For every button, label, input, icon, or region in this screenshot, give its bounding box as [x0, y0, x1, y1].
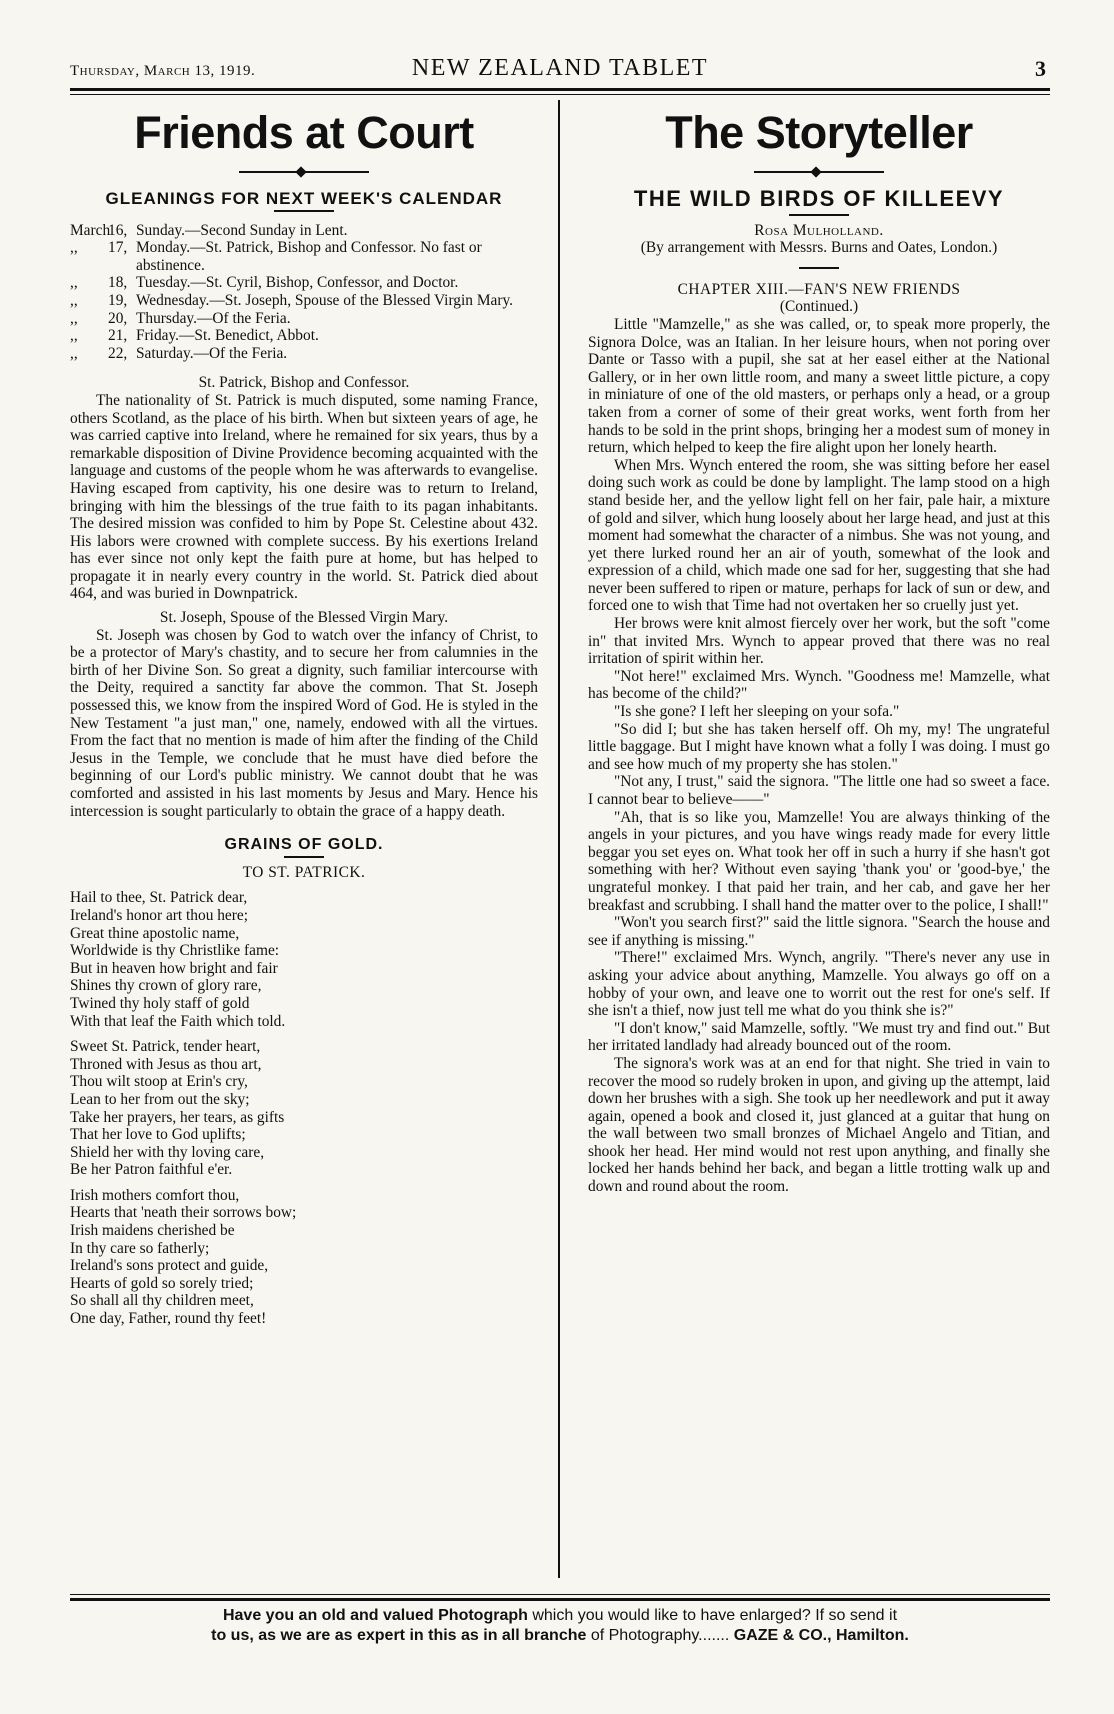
short-rule [789, 214, 849, 216]
story-paragraph: "Ah, that is so like you, Mamzelle! You are always thinking of the angels in your pictures, and you have wings ready made for every little beggar you set eyes on. What took her off in such a hurry if she hasn't got something with her? Without even saying 'thank you' or 'good-bye,' the ungrateful monkey. I that paid her train, and her cab, and gave her her breakfast and scrubbing. I shall hand the matter over to the police, I shall!" [588, 808, 1050, 914]
story-paragraph: Her brows were knit almost fiercely over her work, but the soft "come in" that invited Mrs. Wynch to appear proved that there was no real irritation of spirit within her. [588, 615, 1050, 668]
calendar-day: 19, [108, 291, 128, 309]
issue-date: Thursday, March 13, 1919. [70, 63, 256, 79]
story-paragraph: "Not here!" exclaimed Mrs. Wynch. "Goodness me! Mamzelle, what has become of the child?" [588, 667, 1050, 703]
ornament-rule [754, 168, 884, 176]
chapter-continued: (Continued.) [779, 298, 859, 316]
poem [70, 889, 538, 1327]
ad-lead: Have you an old and valued Photograph [222, 1607, 528, 1624]
poem-line: Irish mothers comfort thou, [70, 1186, 240, 1204]
poem-line: In thy care so fatherly; [70, 1239, 210, 1257]
story-body [588, 316, 1050, 1196]
calendar-text: Saturday.—Of the Feria. [136, 344, 288, 362]
calendar-day: 16, [108, 221, 128, 239]
poem-line: Ireland's sons protect and guide, [70, 1257, 269, 1275]
poem-line: Be her Patron faithful e'er. [70, 1161, 233, 1179]
advertisement-footer [70, 1606, 1050, 1646]
poem-line: Hail to thee, St. Patrick dear, [70, 889, 248, 907]
calendar-month: ,, [70, 344, 78, 362]
newspaper-title: NEW ZEALAND TABLET [411, 55, 709, 81]
column-divider [558, 100, 560, 1578]
story-author: Rosa Mulholland. [754, 221, 884, 239]
section-title-friends-at-court: Friends at Court [134, 107, 474, 158]
calendar-month: ,, [70, 239, 78, 257]
patrick-heading: St. Patrick, Bishop and Confessor. [198, 374, 410, 392]
poem-stanza [70, 1038, 538, 1179]
story-paragraph: The signora's work was at an end for that night. She tried in vain to recover the mood so rudely broken in upon, and giving up the attempt, laid down her brushes with a sigh. She took up her needlework and put it away again, opened a book and closed it, just glanced at a guitar that hung on the wall between two small bronzes of Michael Angelo and Titian, and shook her head. Her mind would not rest upon anything, and finally she locked her hands behind her back, and began a little trotting walk up and down and round about the room. [588, 1054, 1050, 1196]
poem-line: Take her prayers, her tears, as gifts [70, 1108, 285, 1126]
right-column [588, 100, 1050, 1196]
calendar-entry [70, 239, 538, 274]
story-title: THE WILD BIRDS OF KILLEEVY [633, 186, 1005, 211]
calendar-heading: GLEANINGS FOR NEXT WEEK'S CALENDAR [105, 189, 503, 208]
poem-line: Hearts that 'neath their sorrows bow; [70, 1204, 297, 1222]
poem-line: One day, Father, round thy feet! [70, 1310, 267, 1328]
short-rule [274, 210, 334, 212]
calendar-entry [70, 292, 538, 310]
section-title-storyteller: The Storyteller [665, 107, 973, 158]
poem-line: Twined thy holy staff of gold [70, 994, 250, 1012]
poem-line: Thou wilt stoop at Erin's cry, [70, 1073, 248, 1091]
grains-heading: GRAINS OF GOLD. [224, 836, 384, 854]
calendar-text: Friday.—St. Benedict, Abbot. [136, 327, 319, 345]
ornament-rule [239, 168, 369, 176]
calendar-text: Tuesday.—St. Cyril, Bishop, Confessor, and Doctor. [136, 274, 459, 292]
calendar-day: 22, [108, 344, 128, 362]
poem-line: That her love to God uplifts; [70, 1126, 246, 1144]
story-paragraph: "Not any, I trust," said the signora. "The little one had so sweet a face. I cannot bear to believe——" [588, 773, 1050, 808]
story-paragraph: When Mrs. Wynch entered the room, she was sitting before her easel doing such work as could be done by lamplight. The lamp stood on a high stand beside her, and the yellow light fell on her fair, pale hair, a mixture of gold and silver, which hung loosely about her large head, and just at this moment had somewhat the character of a nimbus. She was not young, and yet there lurked round her an air of youth, somewhat of the look and expression of a child, which made one sad for her, suggesting that she had never been suffered to ripen or mature, perhaps for lack of sun or dew, and forced one to wish that Time had not overtaken her so cruelly just yet. [588, 456, 1050, 615]
calendar-list [70, 222, 538, 363]
calendar-month: March [70, 221, 111, 239]
poem-line: Worldwide is thy Christlike fame: [70, 942, 280, 960]
calendar-month: ,, [70, 309, 78, 327]
short-rule [799, 267, 839, 269]
poem-stanza [70, 889, 538, 1030]
poem-line: With that leaf the Faith which told. [70, 1012, 286, 1030]
calendar-text: Wednesday.—St. Joseph, Spouse of the Blessed Virgin Mary. [136, 291, 514, 309]
story-paragraph: "Won't you search first?" said the little signora. "Search the house and see if anything is missing." [588, 914, 1050, 949]
story-paragraph: "I don't know," said Mamzelle, softly. "We must try and find out." But her irritated landlady had already bounced out of the room. [588, 1019, 1050, 1055]
poem-line: So shall all thy children meet, [70, 1292, 254, 1310]
calendar-month: ,, [70, 291, 78, 309]
poem-line: Ireland's honor art thou here; [70, 906, 248, 924]
calendar-entry [70, 310, 538, 328]
calendar-text: Sunday.—Second Sunday in Lent. [136, 221, 348, 239]
masthead [70, 55, 1050, 84]
patrick-text: The nationality of St. Patrick is much disputed, some naming France, others Scotland, as the place of his birth. When but sixteen years of age, he was carried captive into Ireland, where he remained for six years, thus by a remarkable disposition of Divine Providence becoming acquainted with the language and customs of the people whom he was afterwards to evangelise. Having escaped from captivity, his one desire was to return to Ireland, bringing with him the blessings of the true faith to its pagan inhabitants. The desired mission was confided to him by Pope St. Celestine about 432. His labors were crowned with complete success. By his exertions Ireland has ever since not only kept the faith pure at home, but has helped to propagate it in nearly every country in the world. St. Patrick died about 464, and was buried in Downpatrick. [70, 391, 538, 603]
poem-line: Irish maidens cherished be [70, 1222, 235, 1240]
ad-line1: which you would like to have enlarged? If so send it [527, 1607, 898, 1624]
poem-stanza [70, 1187, 538, 1328]
page-number: 3 [1035, 56, 1046, 81]
masthead-rule-thin [70, 94, 1050, 95]
footer-rule-thick [70, 1598, 1050, 1601]
story-paragraph: "So did I; but she has taken herself off. Oh my, my! The ungrateful little baggage. But I might have known what a folly I was doing. I must go and see how much of my property she has stolen." [588, 720, 1050, 773]
calendar-entry [70, 274, 538, 292]
poem-title: TO ST. PATRICK. [242, 863, 366, 881]
footer-rule-thin [70, 1594, 1050, 1595]
calendar-day: 21, [108, 327, 128, 345]
calendar-month: ,, [70, 327, 78, 345]
calendar-text: Thursday.—Of the Feria. [136, 309, 291, 327]
poem-line: Shield her with thy loving care, [70, 1143, 265, 1161]
poem-line: Throned with Jesus as thou art, [70, 1055, 262, 1073]
short-rule [284, 856, 324, 858]
poem-line: Lean to her from out the sky; [70, 1090, 250, 1108]
calendar-day: 20, [108, 309, 128, 327]
ad-line2-bold: to us, as we are as expert in this as in all branche [211, 1627, 587, 1644]
calendar-text: Monday.—St. Patrick, Bishop and Confessor. No fast or abstinence. [136, 239, 482, 274]
joseph-text: St. Joseph was chosen by God to watch over the infancy of Christ, to be a protector of Mary's chastity, and to secure her from calumnies in the birth of her Divine Son. So great a dignity, such familiar intercourse with the Deity, required a sanctity far above the common. That St. Joseph possessed this, we know from the inspired Word of God. He is styled in the New Testament "a just man," one, namely, endowed with all the virtues. From the fact that no mention is made of him after the finding of the Child Jesus in the Temple, we conclude that he must have died before the beginning of our Lord's public ministry. We cannot doubt that he was comforted and assisted in his last moments by Jesus and Mary. Hence his intercession is sought particularly to obtain the grace of a happy death. [70, 626, 538, 820]
calendar-month: ,, [70, 274, 78, 292]
calendar-day: 18, [108, 274, 128, 292]
poem-line: But in heaven how bright and fair [70, 959, 278, 977]
ad-line2: of Photography....... [586, 1627, 730, 1644]
calendar-entry [70, 327, 538, 345]
calendar-entry [70, 222, 538, 240]
poem-line: Hearts of gold so sorely tried; [70, 1274, 254, 1292]
ad-company: GAZE & CO., Hamilton. [733, 1627, 909, 1644]
joseph-heading: St. Joseph, Spouse of the Blessed Virgin Mary. [159, 609, 449, 627]
poem-line: Sweet St. Patrick, tender heart, [70, 1038, 261, 1056]
story-arrangement: (By arrangement with Messrs. Burns and Oates, London.) [640, 239, 998, 257]
calendar-day: 17, [108, 239, 128, 257]
story-paragraph: "Is she gone? I left her sleeping on your sofa." [614, 703, 900, 721]
story-paragraph: "There!" exclaimed Mrs. Wynch, angrily. "There's never any use in asking your advice about anything, Mamzelle. You always go off on a hobby of your own, and leave one to worrit out the rest for one's self. If she isn't a thief, now just tell me what do you think she is?" [588, 949, 1050, 1020]
poem-line: Shines thy crown of glory rare, [70, 977, 262, 995]
masthead-rule-thick [70, 88, 1050, 91]
poem-line: Great thine apostolic name, [70, 924, 240, 942]
chapter-heading: CHAPTER XIII.—FAN'S NEW FRIENDS [677, 280, 961, 298]
calendar-entry [70, 345, 538, 363]
left-column [70, 100, 538, 1328]
story-paragraph: Little "Mamzelle," as she was called, or, to speak more properly, the Signora Dolce, was an Italian. In her leisure hours, when not poring over Dante or Tasso with a pupil, she sat at her easel either at the National Gallery, or in her own little room, and many a sweet little picture, a copy in miniature of one of the old masters, or perhaps only a head, or a group taken from a corner of some of their great works, went forth from her hands to be sold in the print shops, bringing her a modest sum of money in return, which helped to keep the fire alight upon her lonely hearth. [588, 315, 1050, 457]
